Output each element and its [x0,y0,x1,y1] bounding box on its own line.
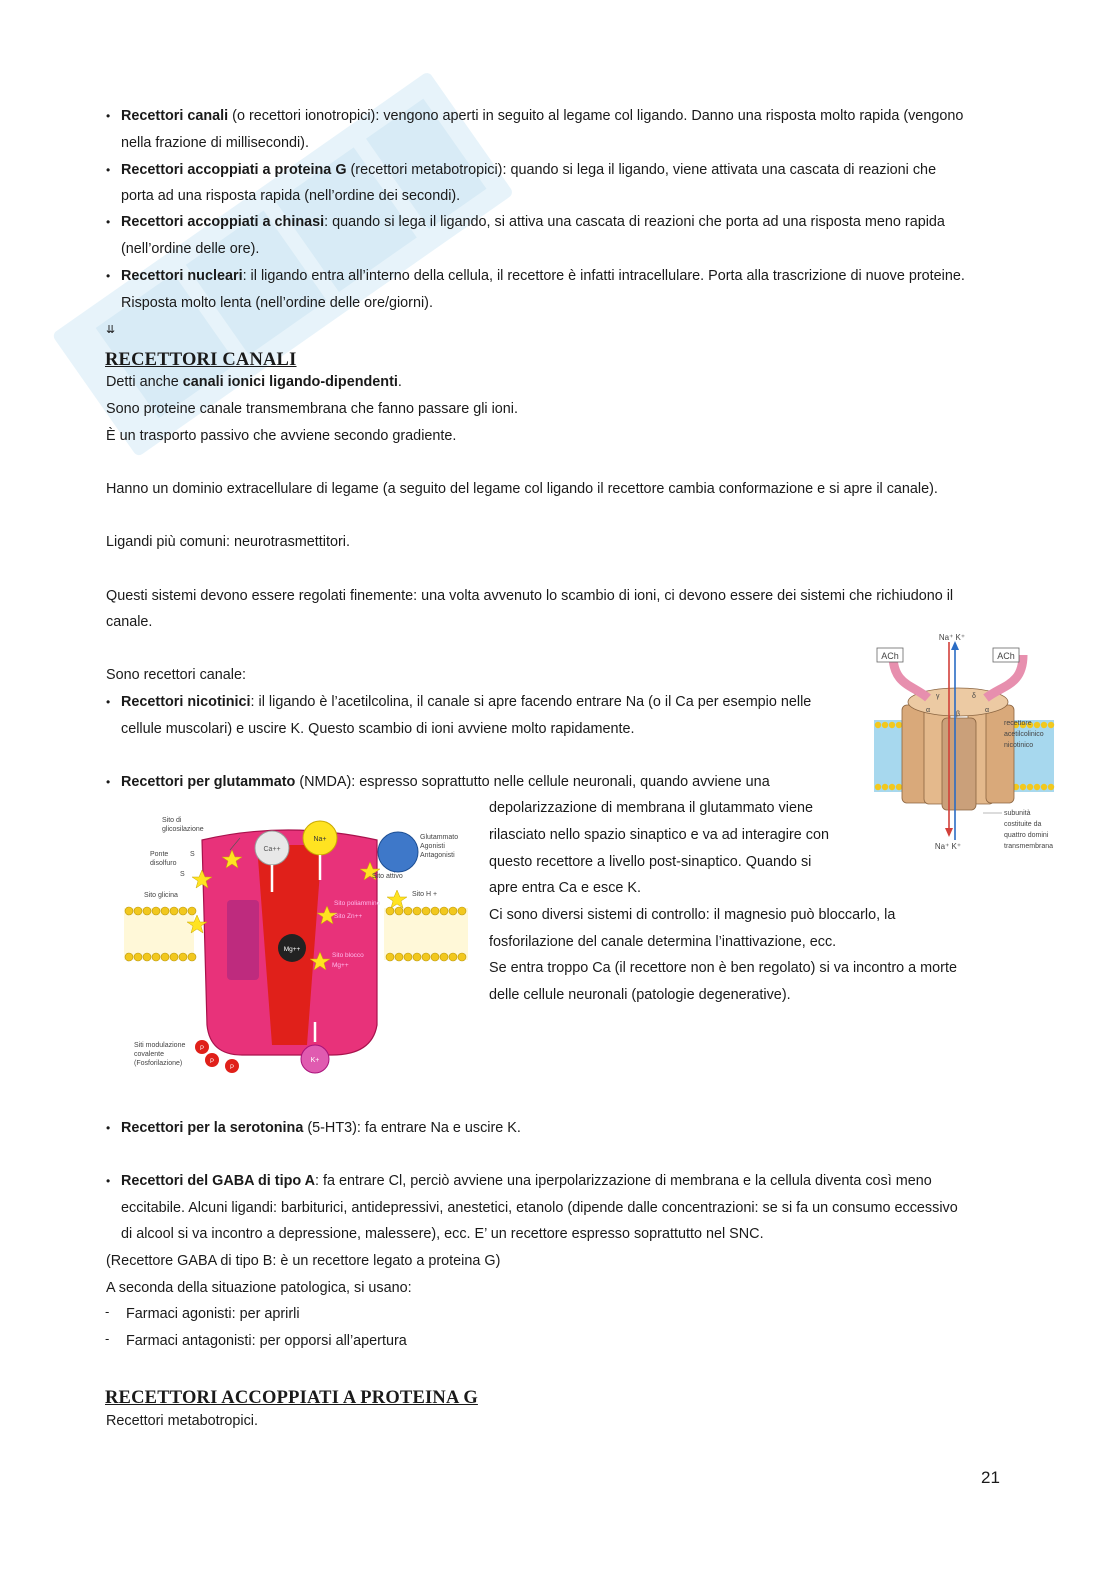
bullet-line-2: (nell’ordine delle ore). [121,241,260,257]
label-subunits-2: costituite da [1004,821,1042,828]
double-arrow-glyph: ⇊ [106,324,116,336]
nicotinic-receptor-figure [868,630,1058,855]
bullet-bold: Recettori per la serotonina [121,1120,304,1136]
label-ponte-2: disolfuro [150,860,177,867]
bullet-line-3: di alcool si va incontro a depressione, malessere), ecc. E’ un recettore espresso soprattutto nel SNC. [121,1226,764,1242]
bullet-bold: Recettori nicotinici [121,694,251,710]
glu-line: fosforilazione del canale determina l’inattivazione, ecc. [489,934,837,950]
label-glicosilazione-2: glicosilazione [162,826,204,833]
dash-item: Farmaci agonisti: per aprirli [126,1306,300,1322]
p-label-2: P [209,1059,215,1065]
paragraph: Questi sistemi devono essere regolati finemente: una volta avvenuto lo scambio di ioni, ci devono essere dei sistemi che richiudono il [106,588,954,604]
label-modulazione-2: covalente [134,1051,164,1058]
bullet-line [121,1118,521,1138]
bullet-text: : il ligando entra all’interno della cellula, il recettore è infatti intracellulare. Porta alla trascrizione di nuove proteine. [242,268,965,284]
bullet-text: : il ligando è l’acetilcolina, il canale si apre facendo entrare Na (o il Ca per esempio nelle [250,694,812,710]
bullet-line [121,212,945,232]
text: . [397,374,402,390]
label-sito-attivo: Sito attivo [372,873,403,880]
label-modulazione-3: (Fosforilazione) [134,1060,183,1067]
bullet-dot: • [106,215,111,229]
mg-label: Mg++ [283,946,301,953]
paragraph: Ligandi più comuni: neurotrasmettitori. [106,534,350,550]
glu-line: apre entra Ca e esce K. [489,880,641,896]
bullet-bold: Recettori accoppiati a proteina G [121,162,347,178]
paragraph: Sono proteine canale transmembrana che fanno passare gli ioni. [106,401,518,417]
bullet-bold: Recettori per glutammato [121,774,296,790]
bullet-line [121,1171,932,1191]
nmda-receptor-figure [122,810,472,1082]
paragraph: A seconda della situazione patologica, si usano: [106,1280,412,1296]
bullet-dot: • [106,109,111,123]
label-poliammine: Sito poliammine [334,900,381,907]
ca-label: Ca++ [263,846,281,853]
paragraph: È un trasporto passivo che avviene secondo gradiente. [106,428,457,444]
bullet-text: (NMDA): espresso soprattutto nelle cellule neuronali, quando avviene una [295,774,770,790]
greek-alpha: α [926,707,931,714]
bullet-bold: Recettori canali [121,108,229,124]
bullet-line [121,692,811,712]
na-label: Na+ [313,836,327,843]
glu-line: delle cellule neuronali (patologie degenerative). [489,987,791,1003]
receptor-subunits [902,688,1014,810]
glu-line: Se entra troppo Ca (il recettore non è ben regolato) si va incontro a morte [489,960,957,976]
bullet-dot: • [106,269,111,283]
paragraph: (Recettore GABA di tipo B: è un recettore legato a proteina G) [106,1253,501,1269]
greek-beta: β [956,711,961,718]
ion-label-top: Na⁺ K⁺ [938,633,966,642]
page-number: 21 [981,1468,1000,1487]
dash-bullet: - [105,1304,110,1319]
greek-delta: δ [972,693,976,700]
label-agonisti: Agonisti [420,843,445,850]
bold-text: canali ionici ligando-dipendenti [182,374,398,390]
bullet-dot: • [106,163,111,177]
label-glutammato: Glutammato [420,834,459,841]
bullet-bold: Recettori nucleari [121,268,243,284]
glutamate-ligand [378,832,418,872]
bullet-line [121,266,965,286]
bullet-line-2: cellule muscolari) e uscire K. Questo scambio di ioni avviene molto rapidamente. [121,721,635,737]
label-receptor-3: nicotinico [1004,742,1034,749]
dash-bullet: - [105,1331,110,1346]
label-s-2: S [180,871,185,878]
glu-line: questo recettore a livello post-sinaptico. Quando si [489,854,812,870]
bullet-bold: Recettori del GABA di tipo A [121,1173,316,1189]
label-sito-glicina: Sito glicina [144,892,178,899]
bullet-dot: • [106,1174,111,1188]
bullet-dot: • [106,695,111,709]
label-ponte-1: Ponte [150,851,169,858]
bullet-text: : fa entrare Cl, perciò avviene una iperpolarizzazione di membrana e la cellula diventa così meno [315,1173,932,1189]
label-blocco-2: Mg++ [332,962,349,969]
label-glicosilazione-1: Sito di [162,817,182,824]
bullet-line [121,106,963,126]
label-subunits-3: quattro domini [1004,832,1049,839]
p-label-3: P [229,1065,235,1071]
section-title-recettori-canali: RECETTORI CANALI [105,350,297,370]
paragraph: canale. [106,614,153,630]
dash-item: Farmaci antagonisti: per opporsi all’apertura [126,1333,407,1349]
paragraph: Sono recettori canale: [106,667,246,683]
ach-right-label: ACh [997,651,1015,661]
bullet-dot: • [106,1121,111,1135]
label-receptor-2: acetilcolinico [1004,731,1044,738]
glu-line: rilasciato nello spazio sinaptico e va ad interagire con [489,827,829,843]
paragraph: Hanno un dominio extracellulare di legame (a seguito del legame col ligando il recettore cambia conformazione e si apre il canale). [106,481,938,497]
paragraph [106,372,402,392]
paragraph: Recettori metabotropici. [106,1413,258,1429]
k-arrow-head [951,641,959,650]
bullet-line [121,772,770,792]
bullet-line-2: nella frazione di millisecondi). [121,135,309,151]
text: Detti anche [106,374,183,390]
bullet-line-2: porta ad una risposta rapida (nell’ordine dei secondi). [121,188,461,204]
bullet-text: : quando si lega il ligando, si attiva una cascata di reazioni che porta ad una risposta meno rapida [324,214,945,230]
bullet-line-2: eccitabile. Alcuni ligandi: barbiturici, antidepressivi, anestetici, etanolo (dipende dalle concentrazioni: se si fa un consumo eccessivo [121,1200,958,1216]
label-zn: Sito Zn++ [334,913,363,920]
bullet-bold: Recettori accoppiati a chinasi [121,214,325,230]
ion-label-bottom: Na⁺ K⁺ [934,842,962,851]
greek-gamma: γ [936,693,940,700]
label-blocco-1: Sito blocco [332,952,364,959]
bullet-dot: • [106,775,111,789]
section-title-proteina-g: RECETTORI ACCOPPIATI A PROTEINA G [105,1388,478,1408]
label-subunits-4: transmembrana [1004,843,1054,850]
membrane-left [124,907,196,961]
k-label: K+ [310,1057,320,1064]
na-arrow-head [945,828,953,837]
bullet-line [121,160,936,180]
greek-alpha-2: α [985,707,990,714]
label-antagonisti: Antagonisti [420,852,455,859]
label-receptor-1: recettore [1004,720,1032,727]
label-modulazione-1: Siti modulazione [134,1042,186,1049]
membrane-right [384,907,468,961]
bullet-text: (o recettori ionotropici): vengono aperti in seguito al legame col ligando. Danno una risposta molto rapida (vengono [228,108,964,124]
label-subunits-1: subunità [1004,810,1031,817]
bullet-line-2: Risposta molto lenta (nell’ordine delle ore/giorni). [121,295,433,311]
ach-left-label: ACh [881,651,899,661]
label-sito-h: Sito H + [412,891,438,898]
p-label-1: P [199,1046,205,1052]
bullet-text: (recettori metabotropici): quando si lega il ligando, viene attivata una cascata di reazioni che [346,162,937,178]
bullet-text: (5-HT3): fa entrare Na e uscire K. [303,1120,521,1136]
glu-line: depolarizzazione di membrana il glutammato viene [489,800,813,816]
transmembrane-helices [227,900,259,980]
label-s-1: S [190,851,195,858]
glu-line: Ci sono diversi sistemi di controllo: il magnesio può bloccarlo, la [489,907,896,923]
